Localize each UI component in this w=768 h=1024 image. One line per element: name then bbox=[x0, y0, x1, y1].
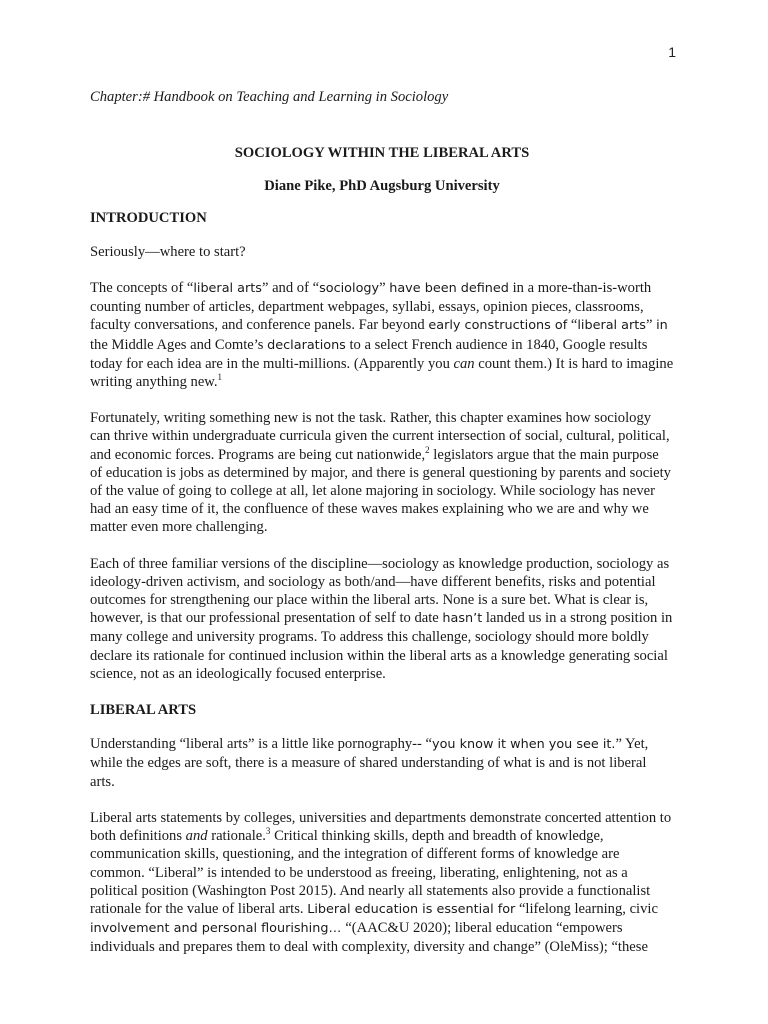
text-run: ” bbox=[379, 280, 390, 297]
text-run: in bbox=[656, 318, 668, 334]
document-author: Diane Pike, PhD Augsburg University bbox=[264, 178, 500, 195]
footnote-ref: 2 bbox=[425, 444, 430, 455]
page-content bbox=[90, 88, 674, 975]
text-run: liberal arts bbox=[193, 281, 262, 297]
text-run: declarations bbox=[267, 337, 346, 353]
footnote-ref: 1 bbox=[217, 372, 223, 383]
italic-run: can bbox=[453, 355, 475, 372]
text-run: Understanding “liberal arts” is a little like pornography-- “ bbox=[90, 736, 433, 753]
paragraph bbox=[90, 555, 674, 683]
paragraph bbox=[90, 243, 674, 261]
text-run: Each of three familiar versions of the discipline—sociology as knowledge production, sociology as ideology-driven activism, and sociology as both/and—have different benefits, risks and potential outcomes for strengthening our place within the liberal arts. None is a sure bet. What is clear is, however, is that our professional presentation of self to date bbox=[90, 555, 670, 627]
text-run: Critical thinking skills, depth and breadth of knowledge, communication skills, questioning, and the integration of different forms of knowledge are common. “Liberal” is intended to be understood as freeing, liberating, enlightening, not as a political position (Washington Post 2015). And nearly all statements also provide a functionalist rationale for the value of liberal arts. bbox=[90, 828, 651, 917]
text-run: have been defined bbox=[389, 281, 509, 297]
text-run: ” and of “ bbox=[261, 280, 320, 297]
text-run: ” Yet, while the edges are soft, there is a measure of shared understanding of what is and is not liberal arts. bbox=[90, 736, 649, 790]
text-run: legislators argue that the main purpose of education is jobs as determined by major, and there is general questioning by parents and society of the value of going to college at all, let alone majoring in sociology. While sociology has never had an easy time of it, the confluence of these waves makes explaining who we are and why we matter even more challenging. bbox=[90, 446, 671, 536]
paragraph bbox=[90, 409, 674, 536]
text-run: sociology bbox=[319, 281, 380, 297]
text-run: involvement and personal flourishing… bbox=[90, 921, 346, 937]
text-run: liberal arts bbox=[577, 318, 646, 334]
italic-run: and bbox=[185, 828, 208, 845]
text-run: you know it when you see it. bbox=[432, 737, 616, 753]
text-run: Fortunately, writing something new is not the task. Rather, this chapter examines how sociology can thrive within undergraduate curricula given the current intersection of social, cultural, political, and economic forces. Programs are being cut nationwide, bbox=[90, 410, 670, 463]
text-run: Liberal education is essential for bbox=[307, 901, 516, 917]
document-title: SOCIOLOGY WITHIN THE LIBERAL ARTS bbox=[234, 145, 530, 162]
section-introduction bbox=[90, 209, 674, 683]
paragraph bbox=[90, 809, 674, 957]
footnote-ref: 3 bbox=[265, 826, 271, 837]
text-run: Seriously—where to start? bbox=[90, 243, 246, 260]
section-liberal-arts bbox=[90, 701, 674, 956]
text-run: early constructions of bbox=[428, 318, 568, 334]
text-run: ” bbox=[645, 317, 657, 334]
section-heading: LIBERAL ARTS bbox=[90, 702, 197, 719]
paragraph bbox=[90, 279, 674, 391]
text-run: The concepts of “ bbox=[90, 280, 194, 297]
text-run: in a more-than-is-worth counting number of articles, department webpages, syllabi, essays, opinion pieces, classrooms, faculty conversations, and conference panels. Far beyond bbox=[90, 280, 652, 334]
section-heading: INTRODUCTION bbox=[90, 209, 207, 226]
text-run: the Middle Ages and Comte’s bbox=[90, 336, 268, 353]
text-run: rationale. bbox=[207, 828, 266, 845]
text-run: “(AAC&U 2020); liberal education “empowers individuals and prepares them to deal with complexity, diversity and change” (OleMiss); “these bbox=[90, 920, 648, 956]
text-run: “ bbox=[567, 317, 578, 334]
page-number: 1 bbox=[668, 44, 676, 60]
text-run: to a select French audience in 1840, Google results today for each idea are in the multi-millions. (Apparently you bbox=[90, 336, 648, 372]
text-run: hasn’t bbox=[442, 611, 483, 627]
text-run: Liberal arts statements by colleges, universities and departments demonstrate concerted attention to both definitions bbox=[90, 809, 672, 845]
text-run: count them.) It is hard to imagine writing anything new. bbox=[90, 355, 674, 391]
text-run: “lifelong learning, civic bbox=[515, 900, 658, 917]
paragraph bbox=[90, 735, 674, 791]
text-run: landed us in a strong position in many college and university programs. To address this challenge, sociology should more boldly declare its rationale for continued inclusion within the liberal arts as a knowledge generating social science, not as an ideologically focused enterprise. bbox=[90, 610, 673, 682]
running-head: Chapter:# Handbook on Teaching and Learning in Sociology bbox=[90, 89, 449, 105]
